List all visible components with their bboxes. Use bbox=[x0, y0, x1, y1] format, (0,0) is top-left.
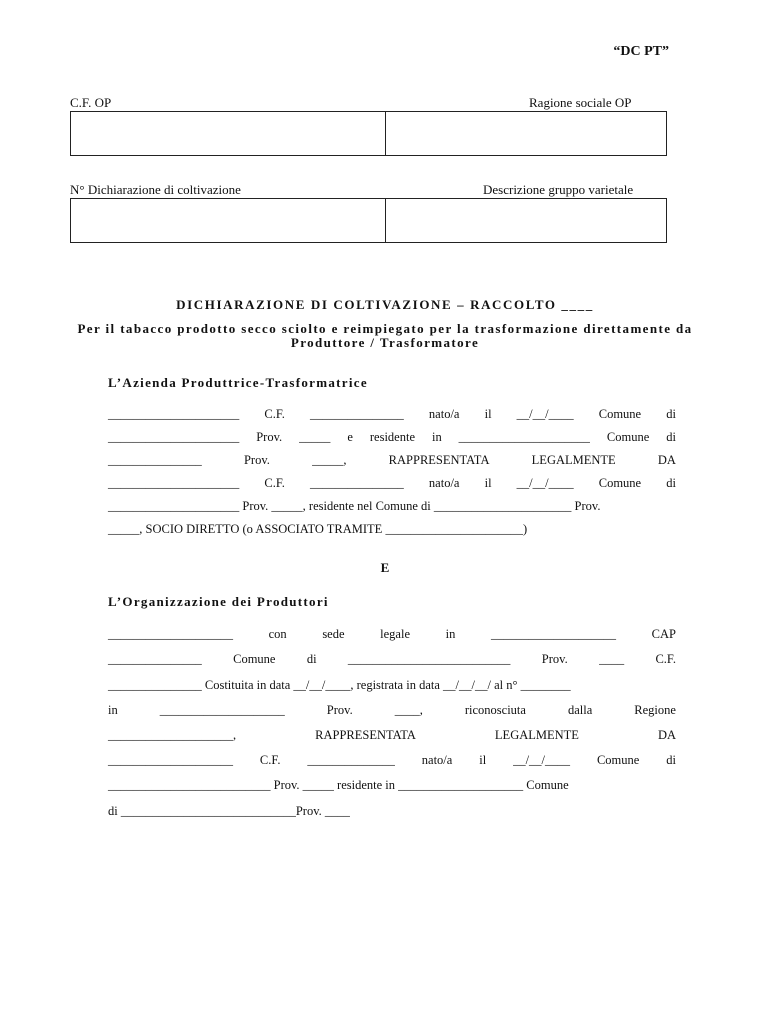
ragione-sociale-label: Ragione sociale OP bbox=[529, 95, 632, 110]
form-text: di bbox=[666, 476, 676, 490]
azienda-line bbox=[108, 453, 676, 468]
organizzazione-line bbox=[108, 703, 676, 718]
fill-in-blank[interactable]: ____________________ bbox=[108, 753, 233, 767]
form-text: il bbox=[484, 476, 492, 490]
form-text: Regione bbox=[634, 703, 676, 717]
form-text: legale bbox=[380, 627, 410, 641]
organizzazione-line bbox=[108, 678, 676, 693]
fill-in-blank[interactable]: __________________________ Prov. _____ residente in ____________________ Comune bbox=[108, 778, 569, 792]
descrizione-gruppo-field[interactable] bbox=[385, 198, 667, 243]
fill-in-blank[interactable]: _____, bbox=[312, 453, 347, 467]
form-text: di ____________________________Prov. ____ bbox=[108, 804, 350, 818]
cf-op-field[interactable] bbox=[70, 111, 386, 156]
form-text: Comune bbox=[233, 652, 276, 666]
form-text: il bbox=[484, 407, 492, 421]
form-text: C.F. bbox=[264, 476, 285, 490]
form-text: in bbox=[108, 703, 118, 717]
form-text: Comune bbox=[598, 407, 642, 421]
form-text: LEGALMENTE bbox=[494, 728, 579, 742]
form-text: Prov. bbox=[256, 430, 283, 444]
form-text: DA bbox=[657, 728, 676, 742]
fill-in-blank[interactable]: __/__/____ bbox=[516, 407, 574, 421]
form-text: di bbox=[306, 652, 317, 666]
form-text: il bbox=[479, 753, 487, 767]
fill-in-blank[interactable]: __/__/____ bbox=[513, 753, 571, 767]
form-text: C.F. bbox=[655, 652, 676, 666]
fill-in-blank[interactable]: ______________ bbox=[307, 753, 395, 767]
form-text: riconosciuta bbox=[464, 703, 526, 717]
fill-in-blank[interactable]: _______________ bbox=[310, 476, 404, 490]
fill-in-blank[interactable]: ____________________, bbox=[108, 728, 237, 742]
fill-in-blank[interactable]: __/__/____ bbox=[516, 476, 574, 490]
azienda-heading: L’Azienda Produttrice-Trasformatrice bbox=[108, 375, 368, 390]
azienda-line bbox=[108, 430, 676, 445]
fill-in-blank[interactable]: _____________________ bbox=[108, 407, 240, 421]
form-text: CAP bbox=[651, 627, 676, 641]
form-text: Prov. bbox=[243, 453, 270, 467]
document-code: “DC PT” bbox=[613, 44, 669, 59]
fill-in-blank[interactable]: _______________ Costituita in data __/__/____, registrata in data __/__/__/ al n° ________ bbox=[108, 678, 571, 692]
fill-in-blank[interactable]: _______________ bbox=[108, 652, 202, 666]
fill-in-blank[interactable]: _____________________ bbox=[108, 430, 240, 444]
organizzazione-line bbox=[108, 804, 676, 819]
form-text: Prov. bbox=[541, 652, 568, 666]
form-text: nato/a bbox=[428, 476, 460, 490]
form-text: Comune bbox=[606, 430, 650, 444]
organizzazione-line bbox=[108, 652, 676, 667]
azienda-line bbox=[108, 476, 676, 491]
cf-op-label: C.F. OP bbox=[70, 95, 112, 110]
form-text: e bbox=[347, 430, 353, 444]
form-text: residente bbox=[369, 430, 415, 444]
form-text: con bbox=[268, 627, 287, 641]
fill-in-blank[interactable]: ____ bbox=[599, 652, 625, 666]
fill-in-blank[interactable]: _____, SOCIO DIRETTO (o ASSOCIATO TRAMITE ______________________) bbox=[108, 522, 528, 536]
form-text: Comune bbox=[598, 476, 642, 490]
form-text: in bbox=[431, 430, 442, 444]
organizzazione-line bbox=[108, 728, 676, 743]
form-text: di bbox=[666, 753, 676, 767]
form-text: sede bbox=[322, 627, 345, 641]
form-text: di bbox=[666, 407, 676, 421]
document-title: DICHIARAZIONE DI COLTIVAZIONE – RACCOLTO ____ bbox=[176, 297, 594, 312]
document-subtitle: Per il tabacco prodotto secco sciolto e reimpiegato per la trasformazione direttamente da Produttore / Trasformatore bbox=[77, 321, 693, 350]
organizzazione-line bbox=[108, 778, 676, 793]
descrizione-gruppo-label: Descrizione gruppo varietale bbox=[483, 182, 634, 197]
form-text: Comune bbox=[596, 753, 640, 767]
fill-in-blank[interactable]: _______________ bbox=[310, 407, 404, 421]
ragione-sociale-field[interactable] bbox=[385, 111, 667, 156]
fill-in-blank[interactable]: _____________________ bbox=[458, 430, 590, 444]
azienda-line bbox=[108, 522, 676, 537]
fill-in-blank[interactable]: _____________________ bbox=[108, 476, 240, 490]
fill-in-blank[interactable]: ____________________ bbox=[108, 627, 233, 641]
separator-e: E bbox=[380, 560, 390, 575]
form-text: nato/a bbox=[421, 753, 453, 767]
fill-in-blank[interactable]: __________________________ bbox=[347, 652, 511, 666]
form-text: RAPPRESENTATA bbox=[388, 453, 490, 467]
form-text: C.F. bbox=[259, 753, 281, 767]
fill-in-blank[interactable]: _____ bbox=[299, 430, 331, 444]
form-text: di bbox=[666, 430, 676, 444]
fill-in-blank[interactable]: ____, bbox=[394, 703, 423, 717]
fill-in-blank[interactable]: ____________________ bbox=[159, 703, 285, 717]
fill-in-blank[interactable]: _______________ bbox=[108, 453, 202, 467]
form-text: nato/a bbox=[428, 407, 460, 421]
form-text: dalla bbox=[567, 703, 593, 717]
azienda-line bbox=[108, 407, 676, 422]
form-text: in bbox=[445, 627, 456, 641]
dichiarazione-number-field[interactable] bbox=[70, 198, 386, 243]
azienda-line bbox=[108, 499, 676, 514]
dichiarazione-number-label: N° Dichiarazione di coltivazione bbox=[70, 182, 241, 197]
form-text: C.F. bbox=[264, 407, 285, 421]
form-text: RAPPRESENTATA bbox=[315, 728, 416, 742]
form-text: LEGALMENTE bbox=[531, 453, 616, 467]
form-text: DA bbox=[657, 453, 676, 467]
organizzazione-line bbox=[108, 627, 676, 642]
fill-in-blank[interactable]: ____________________ bbox=[490, 627, 616, 641]
fill-in-blank[interactable]: _____________________ Prov. _____, residente nel Comune di ______________________ Prov. bbox=[108, 499, 601, 513]
form-text: Prov. bbox=[326, 703, 353, 717]
organizzazione-line bbox=[108, 753, 676, 768]
organizzazione-heading: L’Organizzazione dei Produttori bbox=[108, 594, 329, 609]
